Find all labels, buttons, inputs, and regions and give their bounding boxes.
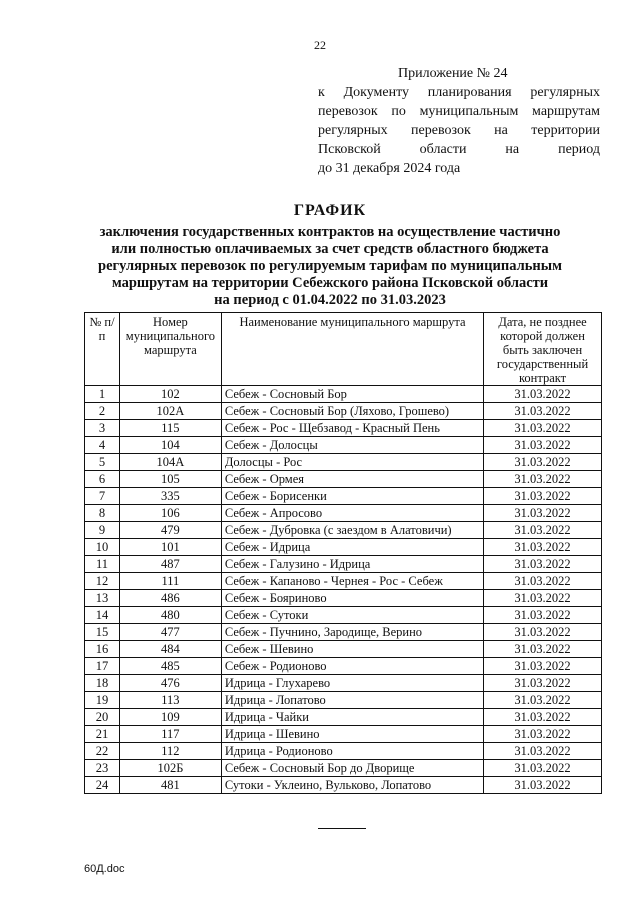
cell-route-name: Себеж - Борисенки <box>221 488 483 505</box>
table-row <box>85 522 602 539</box>
cell-contract-date: 31.03.2022 <box>484 420 602 437</box>
table-row <box>85 590 602 607</box>
cell-contract-date: 31.03.2022 <box>484 556 602 573</box>
heading-line: заключения государственных контрактов на осуществление частично <box>99 224 561 240</box>
cell-contract-date: 31.03.2022 <box>484 692 602 709</box>
table-row <box>85 692 602 709</box>
table-row <box>85 471 602 488</box>
cell-route-number: 102Б <box>119 760 221 777</box>
document-heading <box>80 202 580 309</box>
cell-route-name: Долосцы - Рос <box>221 454 483 471</box>
header-number: № п/п <box>85 313 120 386</box>
cell-route-number: 476 <box>119 675 221 692</box>
cell-route-number: 481 <box>119 777 221 794</box>
table-row <box>85 556 602 573</box>
cell-number: 24 <box>85 777 120 794</box>
table-row <box>85 386 602 403</box>
table-row <box>85 760 602 777</box>
cell-route-name: Себеж - Сосновый Бор <box>221 386 483 403</box>
cell-contract-date: 31.03.2022 <box>484 403 602 420</box>
cell-route-number: 106 <box>119 505 221 522</box>
cell-contract-date: 31.03.2022 <box>484 607 602 624</box>
cell-contract-date: 31.03.2022 <box>484 505 602 522</box>
cell-route-number: 117 <box>119 726 221 743</box>
cell-contract-date: 31.03.2022 <box>484 573 602 590</box>
cell-route-name: Идрица - Родионово <box>221 743 483 760</box>
cell-route-name: Себеж - Рос - Щебзавод - Красный Пень <box>221 420 483 437</box>
table-row <box>85 573 602 590</box>
cell-number: 4 <box>85 437 120 454</box>
cell-contract-date: 31.03.2022 <box>484 454 602 471</box>
cell-route-name: Себеж - Шевино <box>221 641 483 658</box>
table-row <box>85 539 602 556</box>
cell-route-number: 112 <box>119 743 221 760</box>
appendix-title: Приложение № 24 <box>398 66 508 81</box>
appendix-line: к Документу планирования регулярных <box>318 85 600 100</box>
table-row <box>85 437 602 454</box>
cell-contract-date: 31.03.2022 <box>484 641 602 658</box>
cell-route-number: 104 <box>119 437 221 454</box>
cell-number: 8 <box>85 505 120 522</box>
header-route-number: Номер муниципального маршрута <box>119 313 221 386</box>
cell-route-number: 115 <box>119 420 221 437</box>
cell-route-name: Идрица - Лопатово <box>221 692 483 709</box>
cell-route-number: 487 <box>119 556 221 573</box>
cell-number: 13 <box>85 590 120 607</box>
cell-route-number: 480 <box>119 607 221 624</box>
table-header-row <box>85 313 602 386</box>
cell-route-name: Себеж - Сосновый Бор до Дворище <box>221 760 483 777</box>
separator-line <box>318 828 366 829</box>
cell-contract-date: 31.03.2022 <box>484 709 602 726</box>
heading-line: на период с 01.04.2022 по 31.03.2023 <box>214 292 446 308</box>
cell-contract-date: 31.03.2022 <box>484 743 602 760</box>
cell-route-number: 102А <box>119 403 221 420</box>
table-row <box>85 726 602 743</box>
cell-contract-date: 31.03.2022 <box>484 590 602 607</box>
cell-number: 21 <box>85 726 120 743</box>
cell-contract-date: 31.03.2022 <box>484 760 602 777</box>
cell-contract-date: 31.03.2022 <box>484 658 602 675</box>
cell-route-name: Себеж - Сосновый Бор (Ляхово, Грошево) <box>221 403 483 420</box>
cell-route-number: 111 <box>119 573 221 590</box>
table-row <box>85 403 602 420</box>
table-row <box>85 641 602 658</box>
cell-number: 19 <box>85 692 120 709</box>
cell-route-name: Себеж - Родионово <box>221 658 483 675</box>
cell-number: 2 <box>85 403 120 420</box>
cell-number: 12 <box>85 573 120 590</box>
heading-line: регулярных перевозок по регулируемым тарифам по муниципальным <box>98 258 562 274</box>
footer-filename: 60Д.doc <box>84 863 125 875</box>
cell-route-number: 484 <box>119 641 221 658</box>
cell-route-name: Себеж - Ормея <box>221 471 483 488</box>
schedule-table <box>84 312 602 794</box>
cell-route-number: 102 <box>119 386 221 403</box>
table-body <box>85 386 602 794</box>
cell-contract-date: 31.03.2022 <box>484 539 602 556</box>
heading-line: маршрутам на территории Себежского района Псковской области <box>111 275 549 291</box>
cell-route-number: 335 <box>119 488 221 505</box>
cell-number: 18 <box>85 675 120 692</box>
cell-route-number: 104А <box>119 454 221 471</box>
appendix-line: перевозок по муниципальным маршрутам <box>318 104 600 119</box>
cell-route-name: Себеж - Дубровка (с заездом в Алатовичи) <box>221 522 483 539</box>
table-row <box>85 743 602 760</box>
cell-contract-date: 31.03.2022 <box>484 675 602 692</box>
cell-route-name: Себеж - Сутоки <box>221 607 483 624</box>
cell-contract-date: 31.03.2022 <box>484 726 602 743</box>
appendix-block <box>318 64 600 178</box>
cell-contract-date: 31.03.2022 <box>484 437 602 454</box>
table-row <box>85 709 602 726</box>
table-row <box>85 505 602 522</box>
cell-number: 14 <box>85 607 120 624</box>
cell-number: 10 <box>85 539 120 556</box>
cell-route-name: Себеж - Галузино - Идрица <box>221 556 483 573</box>
cell-route-number: 477 <box>119 624 221 641</box>
cell-route-name: Себеж - Пучнино, Зародище, Верино <box>221 624 483 641</box>
table-row <box>85 777 602 794</box>
cell-route-name: Идрица - Глухарево <box>221 675 483 692</box>
cell-number: 3 <box>85 420 120 437</box>
cell-route-name: Себеж - Бояриново <box>221 590 483 607</box>
table-row <box>85 488 602 505</box>
table-row <box>85 454 602 471</box>
cell-number: 20 <box>85 709 120 726</box>
cell-contract-date: 31.03.2022 <box>484 624 602 641</box>
cell-number: 22 <box>85 743 120 760</box>
page-number: 22 <box>314 38 326 52</box>
cell-route-name: Себеж - Долосцы <box>221 437 483 454</box>
cell-contract-date: 31.03.2022 <box>484 386 602 403</box>
cell-number: 1 <box>85 386 120 403</box>
cell-route-number: 105 <box>119 471 221 488</box>
heading-line: или полностью оплачиваемых за счет средств областного бюджета <box>111 241 549 257</box>
cell-contract-date: 31.03.2022 <box>484 522 602 539</box>
cell-number: 15 <box>85 624 120 641</box>
cell-route-number: 486 <box>119 590 221 607</box>
cell-route-number: 109 <box>119 709 221 726</box>
cell-route-number: 113 <box>119 692 221 709</box>
cell-number: 17 <box>85 658 120 675</box>
cell-number: 9 <box>85 522 120 539</box>
table-row <box>85 624 602 641</box>
cell-number: 6 <box>85 471 120 488</box>
cell-route-name: Идрица - Чайки <box>221 709 483 726</box>
header-route-name: Наименование муниципального маршрута <box>221 313 483 386</box>
cell-contract-date: 31.03.2022 <box>484 488 602 505</box>
cell-route-name: Себеж - Апросово <box>221 505 483 522</box>
cell-number: 11 <box>85 556 120 573</box>
table-row <box>85 658 602 675</box>
cell-route-name: Себеж - Идрица <box>221 539 483 556</box>
document-title: ГРАФИК <box>293 202 367 219</box>
table-row <box>85 607 602 624</box>
cell-route-name: Сутоки - Уклеино, Вульково, Лопатово <box>221 777 483 794</box>
appendix-line: до 31 декабря 2024 года <box>318 161 461 176</box>
cell-route-number: 101 <box>119 539 221 556</box>
cell-number: 5 <box>85 454 120 471</box>
cell-number: 7 <box>85 488 120 505</box>
cell-number: 23 <box>85 760 120 777</box>
table-row <box>85 675 602 692</box>
cell-route-name: Идрица - Шевино <box>221 726 483 743</box>
cell-contract-date: 31.03.2022 <box>484 777 602 794</box>
cell-number: 16 <box>85 641 120 658</box>
appendix-line: регулярных перевозок на территории <box>318 123 600 138</box>
cell-contract-date: 31.03.2022 <box>484 471 602 488</box>
cell-route-number: 485 <box>119 658 221 675</box>
header-contract-date: Дата, не позднее которой должен быть заключен государственный контракт <box>484 313 602 386</box>
table-row <box>85 420 602 437</box>
cell-route-number: 479 <box>119 522 221 539</box>
appendix-line: Псковской области на период <box>318 142 600 157</box>
cell-route-name: Себеж - Капаново - Чернея - Рос - Себеж <box>221 573 483 590</box>
